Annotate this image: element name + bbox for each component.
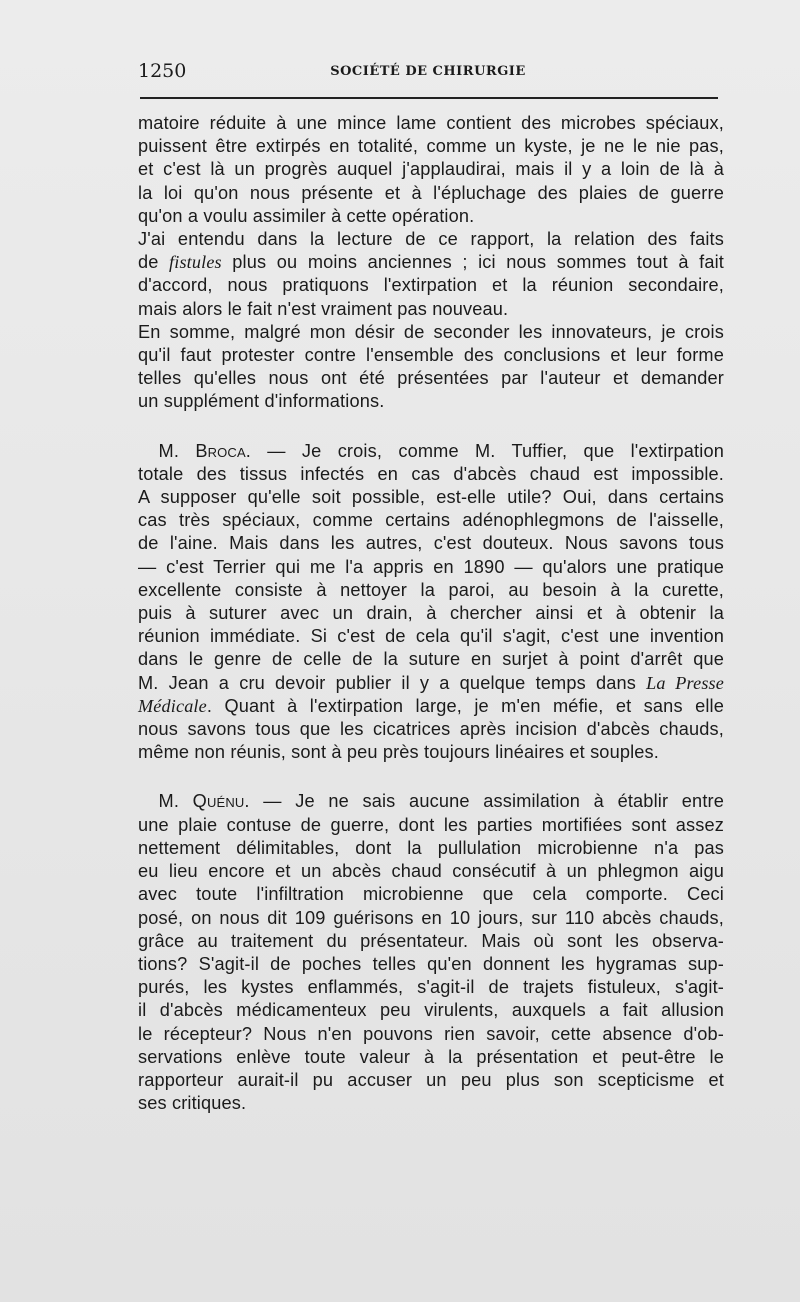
text-line: qu'on a voulu assimiler à cette opération. (138, 205, 475, 226)
text-line: le récepteur? Nous n'en pouvons rien savoir, cette absence d'ob- (138, 1023, 724, 1044)
text-line: A supposer qu'elle soit possible, est-elle utile? Oui, dans certains (138, 487, 724, 508)
text-line: une plaie contuse de guerre, dont les parties mortifiées sont assez (138, 814, 724, 835)
text-line: rapporteur aurait-il pu accuser un peu plus son scepticisme et (138, 1069, 724, 1090)
speaker-name: Broca (195, 440, 246, 461)
text-line: grâce au traitement du présentateur. Mais où sont les observa- (138, 930, 724, 951)
journal-title: Médicale (138, 695, 207, 716)
text-line: J'ai entendu dans la lecture de ce rapport, la relation des faits (138, 229, 724, 250)
text-line: excellente consiste à nettoyer la paroi, au besoin à la curette, (138, 579, 724, 600)
text-fragment: . Quant à l'extirpation large, je m'en méfie, et sans elle (206, 695, 724, 716)
broca-intervention (138, 440, 724, 765)
text-line: la loi qu'on nous présente et à l'épluchage des plaies de guerre (138, 182, 724, 203)
text-line: de l'aine. Mais dans les autres, c'est douteux. Nous savons tous (138, 533, 724, 554)
text-line: et c'est là un progrès auquel j'applaudirai, mais il y a loin de là à (138, 159, 724, 180)
text-line: ses critiques. (138, 1093, 247, 1114)
text-line: il d'abcès médicamenteux peu virulents, auxquels a fait allusion (138, 1000, 724, 1021)
paragraph-continuation (138, 112, 724, 228)
text-line (138, 672, 724, 695)
text-fragment: . — Je ne sais aucune assimilation à établir entre (244, 791, 724, 812)
text-line: cas très spéciaux, comme certains adénophlegmons de l'aisselle, (138, 510, 724, 531)
text-line: un supplément d'informations. (138, 391, 385, 412)
quenu-intervention (138, 790, 724, 1115)
page-number: 1250 (138, 60, 187, 82)
text-line: eu lieu encore et un abcès chaud consécutif à un phlegmon aigu (138, 861, 724, 882)
text-line: réunion immédiate. Si c'est de cela qu'il s'agit, c'est une invention (138, 626, 724, 647)
speaker-prefix: M. (158, 440, 196, 461)
speaker-prefix: M. (158, 791, 193, 812)
text-line: qu'il faut protester contre l'ensemble des conclusions et leur forme (138, 345, 724, 366)
text-line (138, 251, 724, 274)
text-fragment: plus ou moins anciennes ; ici nous sommes tout à fait (221, 252, 724, 273)
text-line (138, 695, 724, 718)
text-line: — c'est Terrier qui me l'a appris en 1890 — qu'alors une pratique (138, 556, 724, 577)
text-line (138, 440, 724, 463)
text-fragment: de (138, 252, 170, 273)
text-line: matoire réduite à une mince lame contient des microbes spéciaux, (138, 113, 724, 133)
text-fragment: . — Je crois, comme M. Tuffier, que l'extirpation (245, 440, 724, 461)
paragraph-gap (138, 764, 724, 790)
paragraph-fistules (138, 228, 724, 321)
text-line: d'accord, nous pratiquons l'extirpation et la réunion secondaire, (138, 275, 724, 296)
body-text (138, 112, 724, 1115)
text-line: En somme, malgré mon désir de seconder les innovateurs, je crois (138, 321, 724, 342)
text-line: posé, on nous dit 109 guérisons en 10 jours, sur 110 abcès chauds, (138, 907, 724, 928)
header-rule (140, 97, 718, 99)
page-header (138, 60, 718, 84)
text-line: puissent être extirpés en totalité, comme un kyste, je ne le nie pas, (138, 136, 724, 157)
text-line: nous savons tous que les cicatrices après incision d'abcès chauds, (138, 719, 724, 740)
paragraph-gap (138, 414, 724, 440)
text-line: nettement délimitables, dont la pullulation microbienne n'a pas (138, 837, 724, 858)
text-line: totale des tissus infectés en cas d'abcès chaud est impossible. (138, 463, 724, 484)
text-line: puis à suturer avec un drain, à chercher ainsi et à obtenir la (138, 603, 724, 624)
text-line: mais alors le fait n'est vraiment pas nouveau. (138, 298, 509, 319)
text-line: même non réunis, sont à peu près toujours linéaires et souples. (138, 742, 660, 763)
text-line: avec toute l'infiltration microbienne que cela comporte. Ceci (138, 884, 724, 905)
italic-term: fistules (169, 252, 222, 273)
text-line: dans le genre de celle de la suture en surjet à point d'arrêt que (138, 649, 724, 670)
text-line: telles qu'elles nous ont été présentées par l'auteur et demander (138, 368, 724, 389)
paragraph-conclusion (138, 321, 724, 414)
text-line: tions? S'agit-il de poches telles qu'en donnent les hygramas sup- (138, 953, 724, 974)
running-title: SOCIÉTÉ DE CHIRURGIE (330, 64, 526, 79)
text-fragment: M. Jean a cru devoir publier il y a quelque temps dans (138, 672, 647, 693)
text-line (138, 790, 724, 813)
text-line: purés, les kystes enflammés, s'agit-il de trajets fistuleux, s'agit- (138, 977, 724, 998)
text-line: servations enlève toute valeur à la présentation et peut-être le (138, 1046, 724, 1067)
journal-title: La Presse (646, 672, 725, 693)
speaker-name: Quénu (192, 791, 245, 812)
